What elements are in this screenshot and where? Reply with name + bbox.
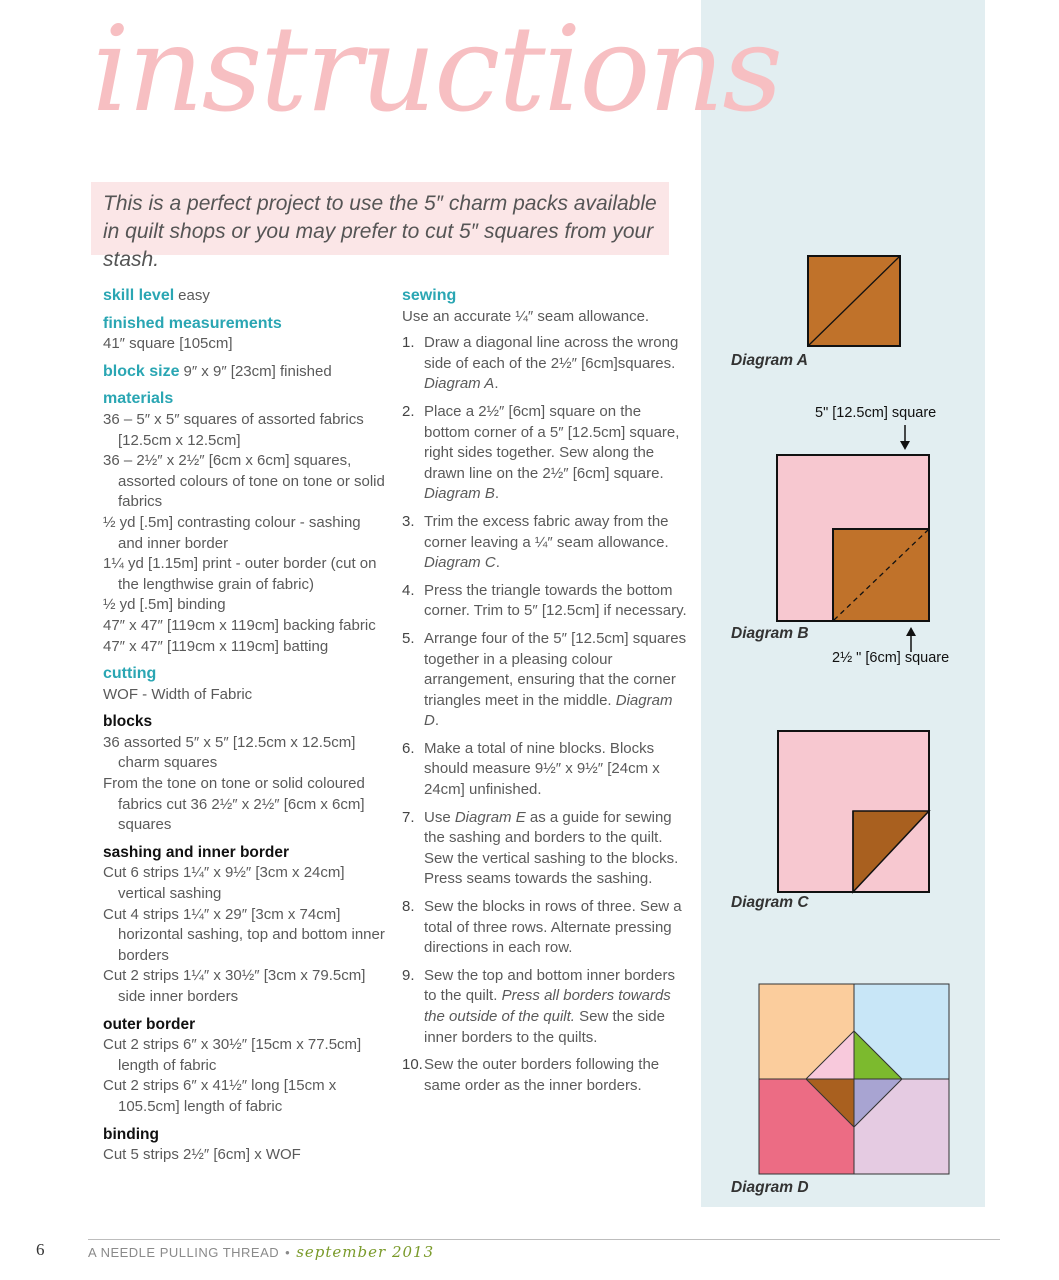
sashing-heading: sashing and inner border xyxy=(103,843,290,861)
diagram-a xyxy=(807,255,902,348)
materials-item: 36 – 5″ x 5″ squares of assorted fabrics [12.5cm x 12.5cm] xyxy=(103,410,364,449)
materials-item: 36 – 2½″ x 2½″ [6cm x 6cm] squares, assorted colours of tone on tone or solid fabrics xyxy=(103,452,385,511)
diagram-c-label: Diagram C xyxy=(731,894,809,911)
arrow-down-icon xyxy=(898,425,912,451)
arrow-up-icon xyxy=(904,626,918,652)
sewing-step xyxy=(402,966,690,1048)
sewing-intro: Use an accurate ¼″ seam allowance. xyxy=(402,307,650,325)
step-number: 10. xyxy=(402,1056,423,1074)
sewing-step xyxy=(402,629,690,732)
sashing-section xyxy=(103,843,388,1008)
cutting-heading: cutting xyxy=(103,665,157,683)
blocks-heading: blocks xyxy=(103,713,153,731)
requirements-column xyxy=(103,286,388,1166)
step-text: Use Diagram E as a guide for sewing the sashing and borders to the quilt. Sew the vertical sashing to the blocks. Press seams towards the sashing. xyxy=(424,808,679,888)
step-number: 9. xyxy=(402,966,415,984)
materials-item: 47″ x 47″ [119cm x 119cm] batting xyxy=(103,637,329,655)
finished-measurements-value: 41″ square [105cm] xyxy=(103,335,233,353)
diagram-d xyxy=(758,983,951,1175)
magazine-name: A NEEDLE PULLING THREAD xyxy=(88,1245,280,1260)
outer-border-item: Cut 2 strips 6″ x 30½″ [15cm x 77.5cm] length of fabric xyxy=(103,1036,362,1074)
blocks-section xyxy=(103,712,388,836)
step-text: Sew the outer borders following the same order as the inner borders. xyxy=(424,1056,660,1094)
step-diagram-ref: Press all borders towards the outside of the quilt. xyxy=(424,987,671,1025)
materials-item: ½ yd [.5m] contrasting colour - sashing and inner border xyxy=(103,513,361,552)
sewing-step xyxy=(402,739,690,801)
outer-border-section xyxy=(103,1015,388,1118)
step-diagram-ref: Diagram D xyxy=(424,691,673,730)
cutting-section xyxy=(103,664,388,705)
step-text: Sew the blocks in rows of three. Sew a total of three rows. Alternate pressing directions in each row. xyxy=(424,898,682,957)
step-text: Draw a diagonal line across the wrong side of each of the 2½″ [6cm]squares. Diagram A. xyxy=(424,334,679,393)
block-size-heading: block size xyxy=(103,362,180,380)
outer-border-item: Cut 2 strips 6″ x 41½″ long [15cm x 105.5cm] length of fabric xyxy=(103,1077,337,1115)
footer-divider xyxy=(88,1239,1000,1240)
step-text: Press the triangle towards the bottom corner. Trim to 5″ [12.5cm] if necessary. xyxy=(424,581,687,620)
step-number: 1. xyxy=(402,334,415,352)
sewing-step xyxy=(402,808,690,890)
sewing-step xyxy=(402,402,690,505)
outer-border-heading: outer border xyxy=(103,1015,196,1033)
step-text: Place a 2½″ [6cm] square on the bottom corner of a 5″ [12.5cm] square, right sides together. Sew along the drawn line on the 2½″ [6cm] square. Diagram B. xyxy=(424,402,680,503)
sewing-heading: sewing xyxy=(402,287,457,304)
intro-text: This is a perfect project to use the 5″ charm packs available in quilt shops or you may prefer to cut 5″ squares from your stash. xyxy=(103,192,657,271)
sewing-column xyxy=(402,286,690,1103)
page-title: instructions xyxy=(92,0,781,138)
footer-credit: A NEEDLE PULLING THREAD • september 2013 xyxy=(88,1243,435,1261)
step-text: Trim the excess fabric away from the corner leaving a ¼″ seam allowance. Diagram C. xyxy=(424,512,669,572)
issue-name: september 2013 xyxy=(296,1243,435,1261)
materials-section xyxy=(103,389,388,657)
diagram-a-label: Diagram A xyxy=(731,352,808,369)
blocks-item: From the tone on tone or solid coloured fabrics cut 36 2½″ x 2½″ [6cm x 6cm] squares xyxy=(103,775,365,834)
step-diagram-ref: Diagram C xyxy=(424,554,496,572)
step-number: 5. xyxy=(402,629,415,647)
diagram-d-label: Diagram D xyxy=(731,1179,809,1196)
sewing-step xyxy=(402,512,690,574)
skill-level-heading: skill level xyxy=(103,287,175,304)
step-number: 6. xyxy=(402,739,415,757)
diagram-b-bottom-callout: 2½ " [6cm] square xyxy=(832,650,950,666)
finished-measurements-section xyxy=(103,314,388,355)
step-number: 3. xyxy=(402,512,415,530)
step-number: 7. xyxy=(402,808,415,826)
sewing-step xyxy=(402,1055,690,1096)
cutting-note: WOF - Width of Fabric xyxy=(103,685,253,703)
step-number: 4. xyxy=(402,581,415,599)
skill-level-value: easy xyxy=(178,287,210,304)
materials-heading: materials xyxy=(103,390,174,408)
sashing-item: Cut 2 strips 1¼″ x 30½″ [3cm x 79.5cm] side inner borders xyxy=(103,967,366,1005)
step-number: 8. xyxy=(402,898,415,916)
block-size-row xyxy=(103,362,388,383)
step-diagram-ref: Diagram E xyxy=(454,808,526,826)
step-text: Make a total of nine blocks. Blocks should measure 9½″ x 9½″ [24cm x 24cm] unfinished. xyxy=(424,739,660,799)
sashing-item: Cut 6 strips 1¼″ x 9½″ [3cm x 24cm] vertical sashing xyxy=(103,864,345,903)
diagram-c xyxy=(777,730,932,894)
materials-item: 1¼ yd [1.15m] print - outer border (cut on the lengthwise grain of fabric) xyxy=(103,555,377,593)
materials-item: 47″ x 47″ [119cm x 119cm] backing fabric xyxy=(103,616,376,634)
blocks-item: 36 assorted 5″ x 5″ [12.5cm x 12.5cm] charm squares xyxy=(103,733,356,772)
block-size-value: 9″ x 9″ [23cm] finished xyxy=(183,362,332,380)
intro-box xyxy=(91,182,669,271)
step-number: 2. xyxy=(402,402,415,420)
diagram-b xyxy=(776,454,932,624)
finished-measurements-heading: finished measurements xyxy=(103,314,282,332)
step-diagram-ref: Diagram A xyxy=(424,375,495,393)
sewing-steps xyxy=(402,333,690,1096)
sewing-step xyxy=(402,333,690,395)
sewing-step xyxy=(402,581,690,622)
sewing-step xyxy=(402,897,690,959)
step-text: Arrange four of the 5″ [12.5cm] squares together in a pleasing colour arrangement, ensuring that the corner triangles meet in the middle. Diagram D. xyxy=(424,629,687,730)
binding-heading: binding xyxy=(103,1125,159,1143)
materials-item: ½ yd [.5m] binding xyxy=(103,596,226,614)
binding-section xyxy=(103,1125,388,1166)
step-text: Sew the top and bottom inner borders to the quilt. Press all borders towards the outside of the quilt. Sew the side inner borders to the quilts. xyxy=(424,966,675,1046)
skill-level-row xyxy=(103,286,388,307)
sashing-item: Cut 4 strips 1¼″ x 29″ [3cm x 74cm] horizontal sashing, top and bottom inner borders xyxy=(103,905,385,964)
page-number: 6 xyxy=(36,1240,45,1259)
diagram-b-label: Diagram B xyxy=(731,625,809,642)
binding-item: Cut 5 strips 2½″ [6cm] x WOF xyxy=(103,1146,301,1164)
diagram-b-top-callout: 5" [12.5cm] square xyxy=(815,405,937,421)
step-diagram-ref: Diagram B xyxy=(424,485,495,503)
